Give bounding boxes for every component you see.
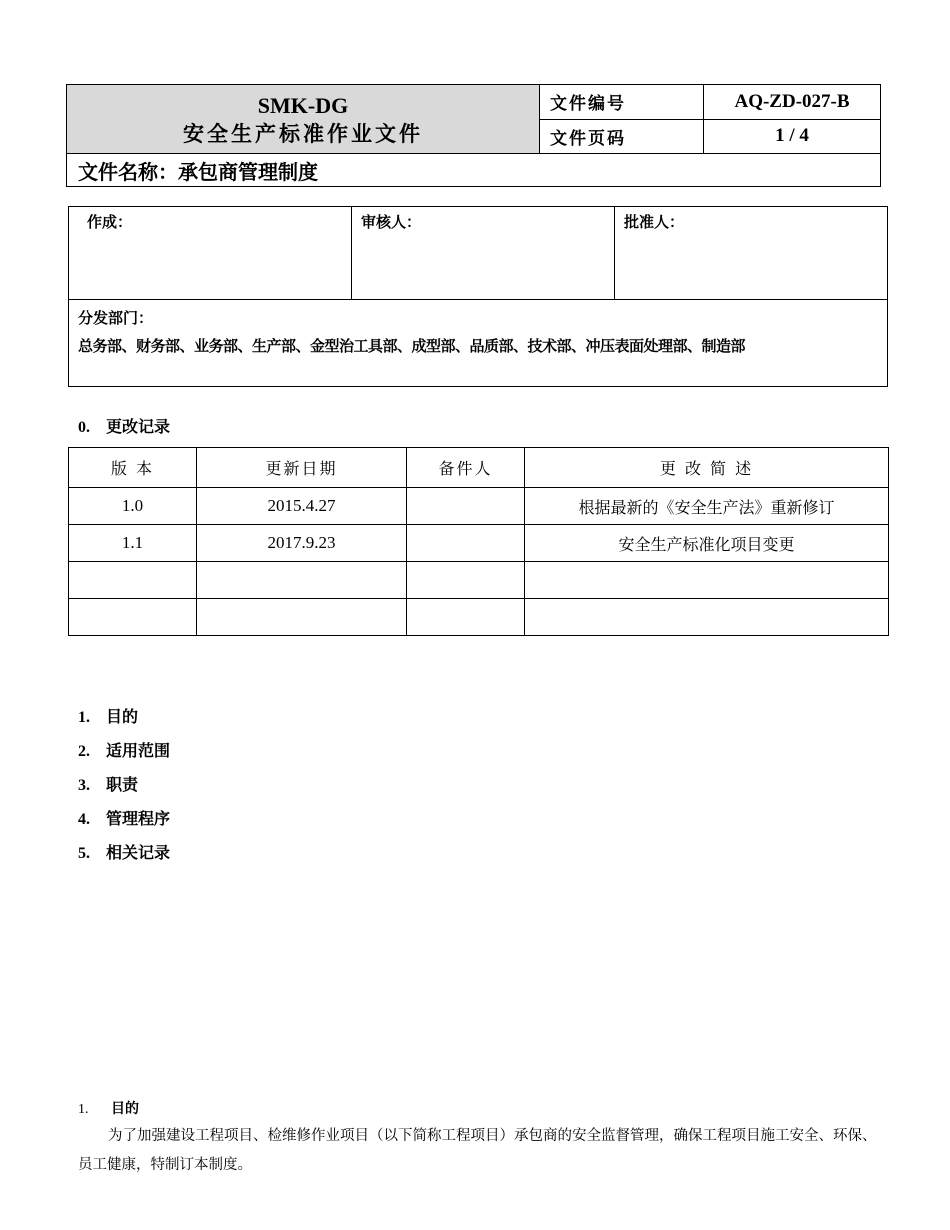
- reviewer-label: 审核人：: [361, 213, 422, 231]
- author-cell: [69, 207, 352, 300]
- table-row: [69, 488, 889, 525]
- section-number: 0.: [78, 419, 90, 436]
- toc-item: [78, 738, 170, 761]
- toc-number: 2.: [78, 743, 90, 760]
- toc-title: 目的: [106, 707, 139, 726]
- date-cell: 2015.4.27: [197, 488, 407, 525]
- company-code: SMK-DG: [257, 93, 349, 118]
- toc-title: 相关记录: [106, 843, 171, 862]
- col-summary: 更 改 简 述: [525, 448, 889, 488]
- toc-item: [78, 806, 170, 829]
- section-change-log-heading: [78, 414, 170, 437]
- distribution-cell: [69, 300, 888, 387]
- section-number: 1.: [78, 1102, 89, 1117]
- person-cell: [407, 488, 525, 525]
- version-cell: [69, 599, 197, 636]
- toc-number: 5.: [78, 845, 90, 862]
- toc-number: 4.: [78, 811, 90, 828]
- summary-cell: 安全生产标准化项目变更: [525, 525, 889, 562]
- col-version: 版 本: [69, 448, 197, 488]
- page-number-value: 1 / 4: [704, 119, 881, 154]
- version-cell: 1.0: [69, 488, 197, 525]
- version-cell: 1.1: [69, 525, 197, 562]
- doc-number-value: AQ-ZD-027-B: [704, 85, 881, 120]
- col-person: 备件人: [407, 448, 525, 488]
- change-log-table: [68, 447, 889, 636]
- section-purpose-heading: [78, 1098, 139, 1118]
- document-header: [66, 84, 881, 187]
- person-cell: [407, 562, 525, 599]
- distribution-list: 总务部、财务部、业务部、生产部、金型治工具部、成型部、品质部、技术部、冲压表面处理部、制造部: [78, 337, 746, 355]
- toc-title: 适用范围: [106, 741, 171, 760]
- distribution-label: 分发部门：: [78, 309, 154, 327]
- date-cell: 2017.9.23: [197, 525, 407, 562]
- person-cell: [407, 599, 525, 636]
- person-cell: [407, 525, 525, 562]
- approver-label: 批准人：: [624, 213, 685, 231]
- document-type: 安全生产标准作业文件: [183, 122, 423, 146]
- date-cell: [197, 599, 407, 636]
- table-header-row: [69, 448, 889, 488]
- approval-table: [68, 206, 888, 387]
- reviewer-cell: [352, 207, 615, 300]
- file-name: 文件名称：承包商管理制度: [67, 154, 881, 187]
- header-title-cell: [67, 85, 540, 154]
- purpose-paragraph: 为了加强建设工程项目、检维修作业项目（以下简称工程项目）承包商的安全监督管理，确保工程项目施工安全、环保、员工健康，特制订本制度。: [78, 1128, 877, 1173]
- date-cell: [197, 562, 407, 599]
- toc-number: 3.: [78, 777, 90, 794]
- table-row: [69, 525, 889, 562]
- section-title: 更改记录: [106, 417, 171, 436]
- version-cell: [69, 562, 197, 599]
- toc-title: 职责: [106, 775, 139, 794]
- summary-cell: [525, 599, 889, 636]
- summary-cell: [525, 562, 889, 599]
- table-row: [69, 599, 889, 636]
- doc-number-label: 文件编号: [540, 85, 704, 120]
- toc-item: [78, 704, 138, 727]
- toc-title: 管理程序: [106, 809, 171, 828]
- summary-cell: 根据最新的《安全生产法》重新修订: [525, 488, 889, 525]
- approver-cell: [615, 207, 888, 300]
- col-date: 更新日期: [197, 448, 407, 488]
- table-row: [69, 562, 889, 599]
- toc-item: [78, 840, 170, 863]
- section-title: 目的: [111, 1101, 139, 1117]
- toc-number: 1.: [78, 709, 90, 726]
- author-label: 作成：: [87, 213, 133, 231]
- toc-item: [78, 772, 138, 795]
- page-number-label: 文件页码: [540, 119, 704, 154]
